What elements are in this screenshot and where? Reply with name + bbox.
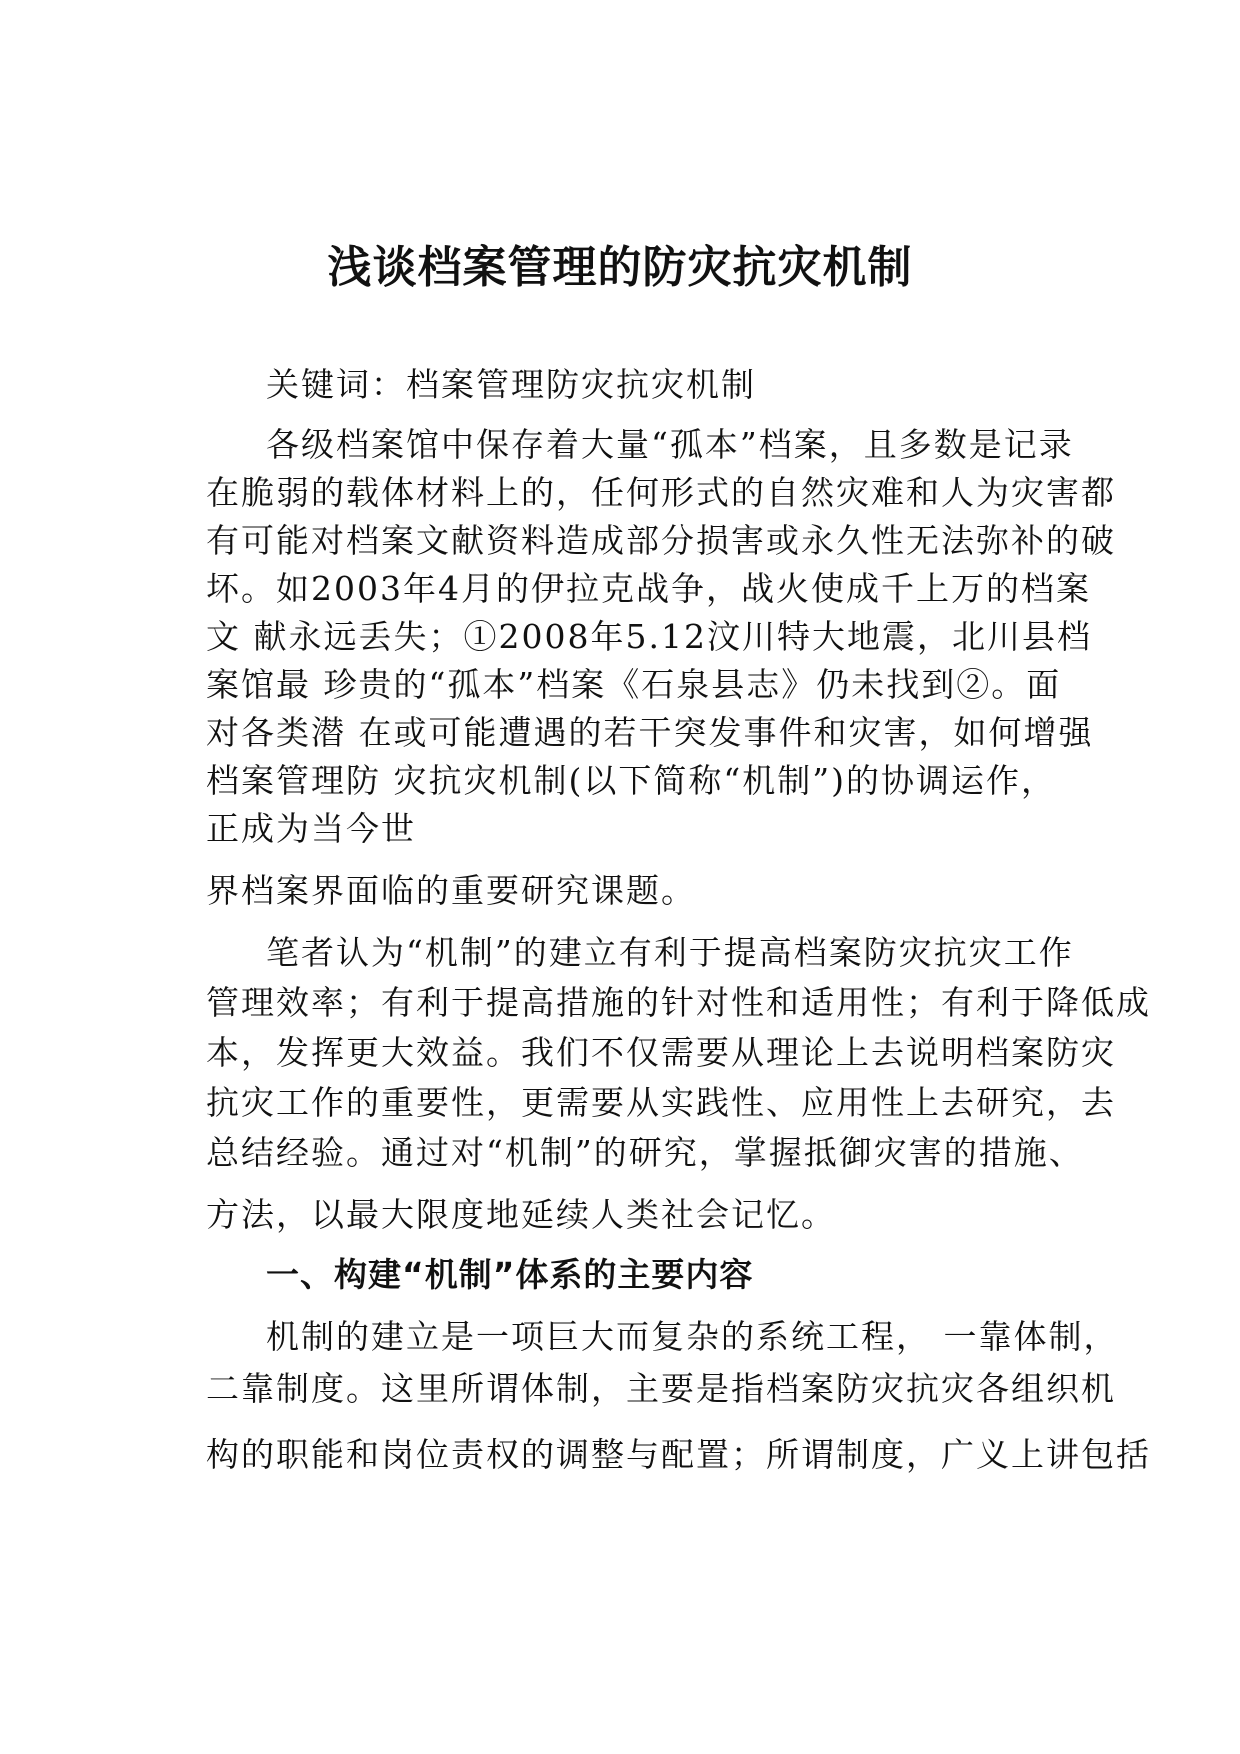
paragraph-line: 正成为当今世 — [206, 809, 416, 848]
paragraph-line: 文 献永远丢失；①2008年5.12汶川特大地震，北川县档 — [206, 617, 1092, 656]
paragraph-line: 各级档案馆中保存着大量“孤本”档案，且多数是记录 — [266, 425, 1074, 464]
paragraph-line: 总结经验。通过对“机制”的研究，掌握抵御灾害的措施、 — [206, 1133, 1084, 1172]
paragraph-line: 案馆最 珍贵的“孤本”档案《石泉县志》仍未找到②。面 — [206, 665, 1062, 704]
document-title: 浅谈档案管理的防灾抗灾机制 — [327, 242, 913, 293]
paragraph-line: 坏。如2003年4月的伊拉克战争，战火使成千上万的档案 — [206, 569, 1091, 608]
paragraph-line: 方法，以最大限度地延续人类社会记忆。 — [206, 1195, 836, 1234]
paragraph-line: 档案管理防 灾抗灾机制(以下简称“机制”)的协调运作， — [206, 761, 1056, 800]
paragraph-line: 抗灾工作的重要性，更需要从实践性、应用性上去研究，去 — [206, 1083, 1116, 1122]
paragraph-line: 管理效率；有利于提高措施的针对性和适用性；有利于降低成 — [206, 983, 1151, 1022]
section-heading: 一、构建“机制”体系的主要内容 — [266, 1255, 754, 1294]
paragraph-line: 机制的建立是一项巨大而复杂的系统工程， 一靠体制， — [266, 1317, 1119, 1356]
paragraph-line: 在脆弱的载体材料上的，任何形式的自然灾难和人为灾害都 — [206, 473, 1116, 512]
paragraph-line: 对各类潜 在或可能遭遇的若干突发事件和灾害，如何增强 — [206, 713, 1094, 752]
paragraph-line: 构的职能和岗位责权的调整与配置；所谓制度，广义上讲包括 — [206, 1435, 1151, 1474]
paragraph-line: 笔者认为“机制”的建立有利于提高档案防灾抗灾工作 — [266, 933, 1074, 972]
paragraph-line: 界档案界面临的重要研究课题。 — [206, 871, 696, 910]
keywords-line: 关键词：档案管理防灾抗灾机制 — [266, 365, 756, 404]
paragraph-line: 本，发挥更大效益。我们不仅需要从理论上去说明档案防灾 — [206, 1033, 1116, 1072]
paragraph-line: 有可能对档案文献资料造成部分损害或永久性无法弥补的破 — [206, 521, 1116, 560]
paragraph-line: 二靠制度。这里所谓体制，主要是指档案防灾抗灾各组织机 — [206, 1369, 1116, 1408]
